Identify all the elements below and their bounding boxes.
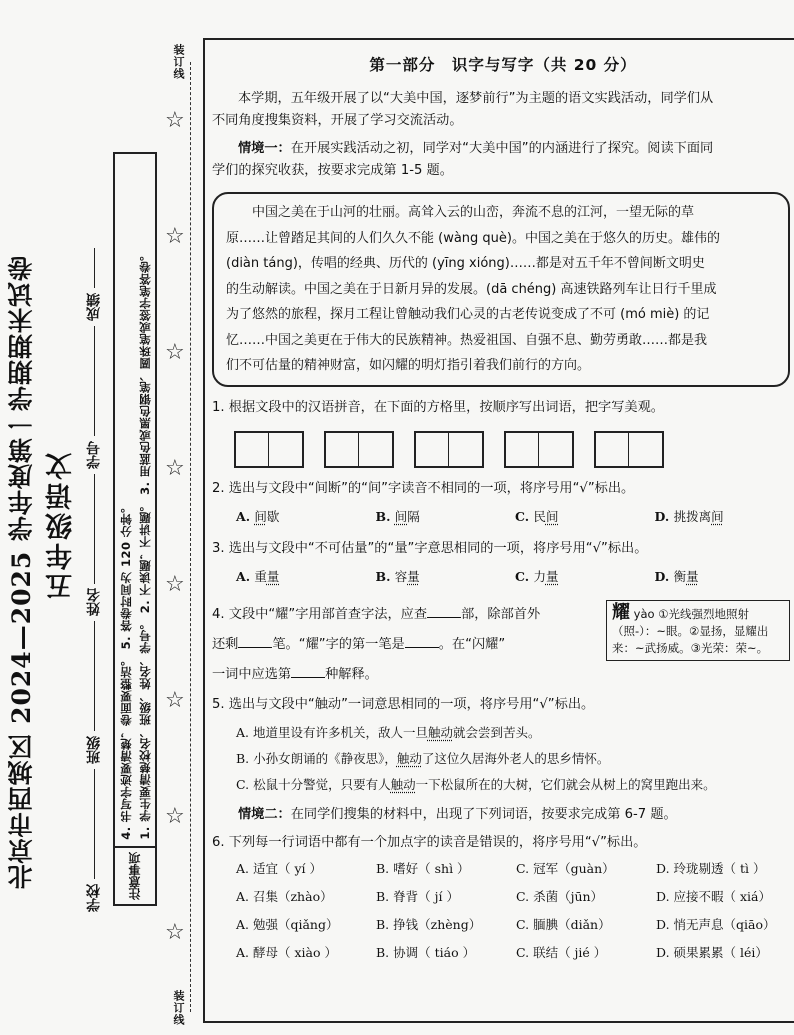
binding-dashed-line (190, 62, 191, 1012)
dictionary-char: 耀 (612, 601, 630, 623)
answer-box-3[interactable] (414, 431, 484, 468)
q5-option-c[interactable]: C. 松鼠十分警觉，只要有人触动一下松鼠所在的大树，它们就会从树上的窝里跑出来。 (236, 776, 716, 792)
question-1: 1. 根据文段中的汉语拼音，在下面的方格里，按顺序写出词语，把字写美观。 (212, 399, 664, 415)
q6-option[interactable]: D. 悄无声息（qiāo） (656, 916, 776, 932)
dictionary-entry-box (606, 600, 790, 661)
scene1-label: 情境一： (238, 141, 291, 156)
q6-option[interactable]: A. 酵母（ xiào ） (236, 944, 337, 960)
passage-line: 们不可估量的精神财富，如闪耀的明灯指引着我们前行的方向。 (226, 358, 591, 373)
exam-content (212, 44, 794, 964)
q2-option-d[interactable]: D. 挑拨离间 (654, 508, 724, 524)
q6-option[interactable]: A. 召集（zhào） (236, 888, 333, 904)
star-icon: ☆ (165, 688, 185, 713)
q2-option-b[interactable]: B. 间隔 (375, 508, 420, 524)
star-icon: ☆ (165, 224, 185, 249)
score-input-line[interactable] (93, 248, 95, 288)
star-icon: ☆ (165, 920, 185, 945)
exam-subject: 五年级语文 (46, 450, 77, 600)
q6-option[interactable]: A. 适宜（ yí ） (236, 860, 322, 876)
answer-box-2[interactable] (324, 431, 394, 468)
part1-title: 第一部分 识字与写字（共 20 分） (369, 56, 637, 74)
number-input-line[interactable] (93, 326, 95, 436)
scene2-text: 在同学们搜集的材料中，出现了下列词语，按要求完成第 6-7 题。 (290, 806, 677, 822)
q3-option-c[interactable]: C. 力量 (515, 568, 559, 584)
q6-option[interactable]: C. 腼腆（diǎn） (516, 916, 611, 932)
question-6: 6. 下列每一行词语中都有一个加点字的读音是错误的，将序号用“√”标出。 (212, 834, 647, 850)
notice-line-1: 1. 学生要清楚校名、班级、姓名、学号。 2. 不读题，不讲题。 3. 用蓝色或黑色钢笔、圆珠笔或签字笔答卷。 (138, 249, 152, 840)
passage-line: 原……让曾踏足其间的人们久久不能 (wàng què)。中国之美在于悠久的历史。雄伟的 (226, 230, 720, 246)
q5-option-a[interactable]: A. 地道里设有许多机关，敌人一旦触动就会尝到苦头。 (236, 724, 541, 740)
binding-label-top: 装订线 (172, 44, 185, 80)
q6-option[interactable]: C. 杀菌（jūn） (516, 888, 604, 904)
q5-option-b[interactable]: B. 小孙女朗诵的《静夜思》，触动了这位久居海外老人的思乡情怀。 (236, 750, 610, 766)
question-2: 2. 选出与文段中“间断”的“间”字读音不相同的一项，将序号用“√”标出。 (212, 480, 635, 496)
intro-line-2: 不同角度搜集资料，开展了学习交流活动。 (212, 113, 463, 128)
scene1-line-2: 学们的探究收获，按要求完成第 1-5 题。 (212, 163, 453, 178)
star-icon: ☆ (165, 572, 185, 597)
q4-blank-meaning[interactable] (291, 663, 325, 678)
star-icon: ☆ (165, 456, 185, 481)
q1-answer-boxes (234, 431, 794, 468)
passage-line: 中国之美在于山河的壮丽。高耸入云的山峦，奔流不息的江河，一望无际的草 (252, 205, 695, 220)
q6-option[interactable]: B. 脊背（ jí ） (376, 888, 459, 904)
reading-passage (212, 192, 790, 387)
field-class-label: 班级 (86, 736, 102, 765)
q5-options (236, 720, 794, 798)
dictionary-definition: yào ①光线强烈地照射（照-）：~眼。②显扬，显耀出来：~武扬威。③光荣：荣~。 (612, 606, 769, 655)
q6-option[interactable]: D. 玲珑剔透（ tì ） (656, 860, 766, 876)
name-input-line[interactable] (93, 474, 95, 584)
notice-heading (115, 846, 155, 904)
q3-option-a[interactable]: A. 重量 (236, 568, 280, 584)
q2-option-a[interactable]: A. 间歇 (236, 508, 280, 524)
star-icon: ☆ (165, 108, 185, 133)
q6-option[interactable]: B. 协调（ tiáo ） (376, 944, 476, 960)
passage-line: 为了悠然的旅程，探月工程让曾触动我们心灵的古老传说变成了不可 (mó miè) 的记 (226, 307, 710, 322)
scene2-label: 情境二： (238, 806, 291, 822)
q3-options (236, 566, 794, 588)
q4-line-2: 还剩 笔。“耀”字的第一笔是 。在“闪耀” (212, 630, 794, 660)
q6-option[interactable]: C. 联结（ jié ） (516, 944, 607, 960)
student-info-fields (84, 262, 110, 912)
q4-blank-first-stroke[interactable] (405, 633, 439, 648)
binding-margin (0, 0, 200, 1035)
exam-title: 北京市西城区 2024—2025 学年度第一学期期末试卷 (7, 255, 36, 890)
q6-options-grid (236, 858, 794, 964)
q6-option[interactable]: B. 挣钱（zhèng） (376, 916, 482, 932)
q2-options (236, 506, 794, 528)
scene1-text: 在开展实践活动之初，同学对“大美中国”的内涵进行了探究。阅读下面同 (290, 141, 714, 156)
scene1-line-1 (212, 138, 794, 160)
passage-line: (diàn táng)，传唱的经典、历代的 (yīng xióng)……都是对五千年不曾间断文明史 (226, 256, 705, 271)
q4-blank-strokes[interactable] (238, 633, 272, 648)
answer-box-5[interactable] (594, 431, 664, 468)
field-school-label: 学校 (86, 884, 102, 912)
answer-box-1[interactable] (234, 431, 304, 468)
q4-line-1: 4. 文段中“耀”字用部首查字法，应查 部，除部首外 (212, 600, 794, 630)
q6-option[interactable]: C. 冠军（guàn） (516, 860, 615, 876)
q3-option-d[interactable]: D. 衡量 (654, 568, 699, 584)
scene2-line (212, 804, 794, 826)
question-5: 5. 选出与文段中“触动”一词意思相同的一项，将序号用“√”标出。 (212, 696, 595, 712)
question-3: 3. 选出与文段中“不可估量”的“量”字意思相同的一项，将序号用“√”标出。 (212, 540, 648, 556)
answer-box-4[interactable] (504, 431, 574, 468)
field-score-label: 成绩 (86, 293, 102, 321)
q6-option[interactable]: D. 应接不暇（ xiá） (656, 888, 771, 904)
binding-label-bottom: 装订线 (172, 990, 185, 1026)
class-input-line[interactable] (93, 621, 95, 731)
star-icon: ☆ (165, 340, 185, 365)
q6-option[interactable]: B. 嗜好（ shì ） (376, 860, 470, 876)
passage-line: 的生动解读。中国之美在于日新月异的发展。(dā chéng) 高速铁路列车让日行千里成 (226, 281, 717, 297)
intro-line-1: 本学期，五年级开展了以“大美中国，逐梦前行”为主题的语文实践活动，同学们从 (238, 91, 714, 106)
notice-box (113, 152, 157, 906)
field-number-label: 学号 (86, 440, 102, 469)
school-input-line[interactable] (93, 769, 95, 879)
q6-option[interactable]: D. 硕果累累（ léi） (656, 944, 768, 960)
passage-line: 忆……中国之美更在于伟大的民族精神。热爱祖国、自强不息、勤劳勇敢……都是我 (226, 332, 708, 348)
notice-heading-text: 注意事项 (128, 852, 142, 900)
q2-option-c[interactable]: C. 民间 (515, 508, 559, 524)
q4-blank-radical[interactable] (427, 603, 461, 618)
notice-line-2: 4. 书写字迹要清楚，卷面要整洁。 5. 答卷时间为 120 分钟。 (119, 501, 133, 840)
field-name-label: 姓名 (86, 588, 102, 617)
question-4 (212, 600, 794, 686)
star-icon: ☆ (165, 804, 185, 829)
q6-option[interactable]: A. 勉强（qiǎng） (236, 916, 339, 932)
q3-option-b[interactable]: B. 容量 (375, 568, 420, 584)
q4-line-3: 一词中应选第 种解释。 (212, 660, 794, 690)
